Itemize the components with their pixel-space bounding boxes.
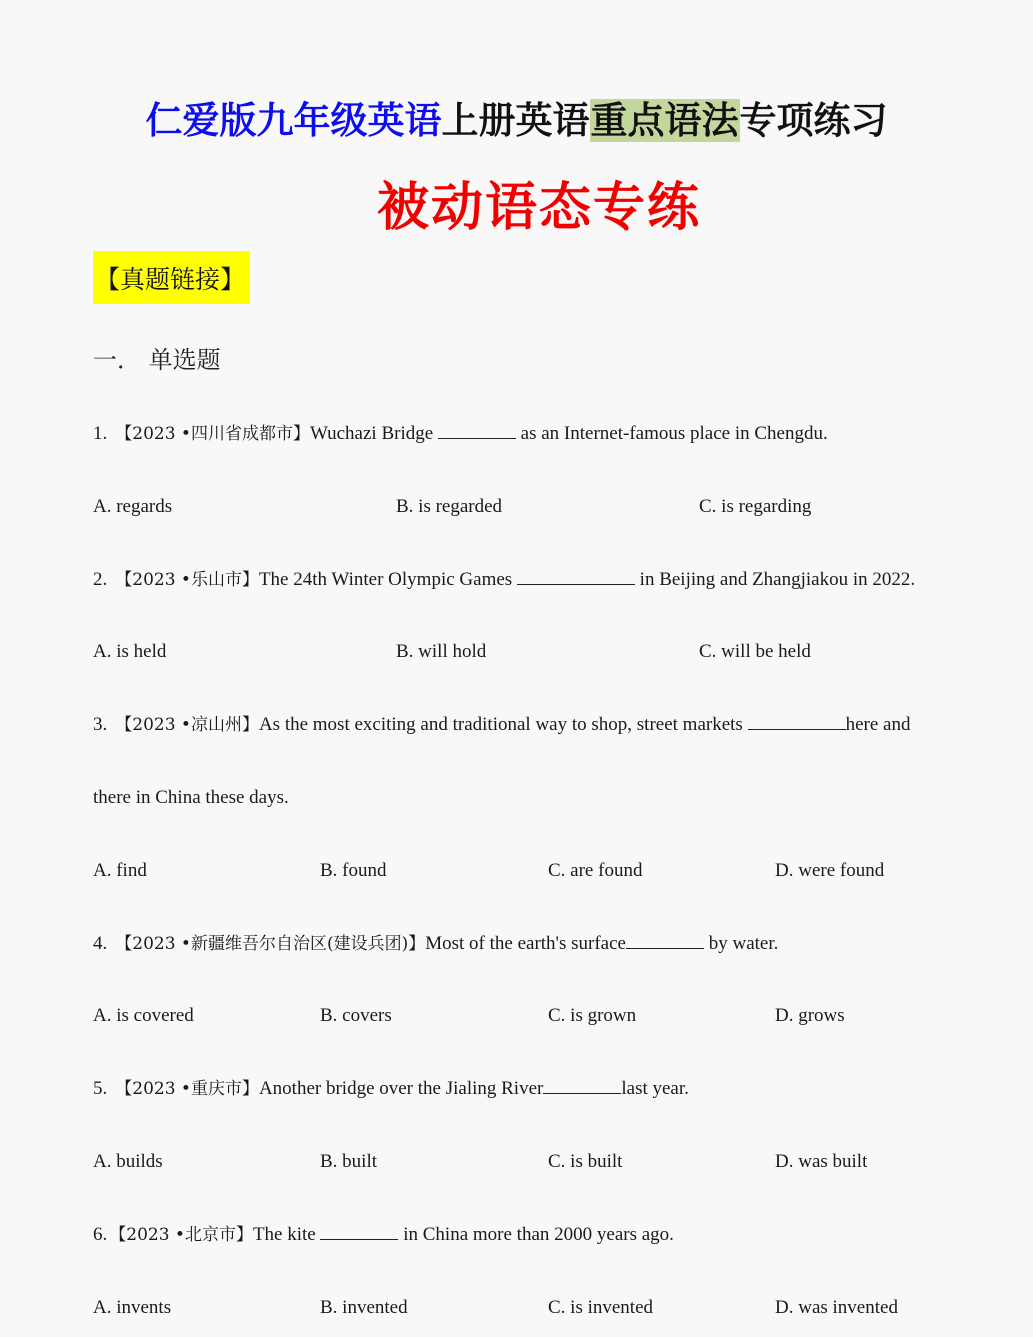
question-source: 【2023 •四川省成都市】 (115, 424, 310, 444)
option-b: B. built (320, 1151, 378, 1172)
question-text-pre: The kite (252, 1224, 321, 1245)
option-d: D. grows (775, 1005, 845, 1026)
option-c: C. are found (548, 860, 643, 881)
question-5 (93, 1074, 689, 1104)
exam-link-tag: 【真题链接】 (93, 251, 250, 304)
question-1 (93, 419, 828, 449)
options-row-1 (93, 492, 953, 522)
answer-blank (748, 711, 846, 730)
option-c: C. is grown (548, 1005, 637, 1026)
answer-blank (626, 930, 704, 949)
answer-blank (438, 420, 516, 439)
question-source: 【2023 •北京市】 (109, 1225, 253, 1245)
question-number: 4. (93, 933, 108, 954)
option-d: D. was built (775, 1151, 868, 1172)
document-subtitle: 被动语态专练 (376, 178, 701, 238)
option-a: A. invents (93, 1297, 172, 1318)
question-2 (93, 565, 915, 595)
options-row-5 (93, 1147, 953, 1177)
option-d: D. was invented (775, 1297, 898, 1318)
option-c: C. is built (548, 1151, 623, 1172)
question-text-pre: Most of the earth's surface (425, 933, 626, 954)
question-text-post: by water. (703, 933, 779, 954)
question-source: 【2023 •重庆市】 (115, 1079, 259, 1099)
answer-blank (543, 1075, 621, 1094)
title-blue-part: 仁爱版九年级英语 (145, 99, 442, 142)
question-source: 【2023 •新疆维吾尔自治区(建设兵团)】 (115, 934, 426, 954)
title-highlight-part: 重点语法 (590, 99, 739, 142)
question-source: 【2023 •凉山州】 (115, 715, 259, 735)
option-b: B. invented (320, 1297, 408, 1318)
question-3 (93, 710, 910, 740)
question-text-pre: Another bridge over the Jialing River (258, 1078, 544, 1099)
question-4 (93, 929, 778, 959)
question-source: 【2023 •乐山市】 (115, 570, 259, 590)
option-a: A. find (93, 860, 147, 881)
question-number: 3. (93, 714, 108, 735)
question-text-post: in Beijing and Zhangjiakou in 2022. (634, 569, 916, 590)
question-text-post: last year. (621, 1078, 689, 1099)
question-3-continuation: there in China these days. (93, 787, 289, 808)
answer-blank (517, 566, 635, 585)
question-text-pre: Wuchazi Bridge (309, 423, 438, 444)
question-text-post: in China more than 2000 years ago. (398, 1224, 674, 1245)
question-text-pre: As the most exciting and traditional way to shop, street markets (258, 714, 748, 735)
options-row-2 (93, 637, 953, 667)
option-a: A. is held (93, 641, 167, 662)
option-d: D. were found (775, 860, 885, 881)
answer-blank (320, 1221, 398, 1240)
option-a: A. is covered (93, 1005, 194, 1026)
question-number: 2. (93, 569, 108, 590)
options-row-4 (93, 1001, 953, 1031)
section-heading: 一． 单选题 (93, 346, 221, 374)
question-text-post: here and (845, 714, 911, 735)
option-c: C. is regarding (699, 496, 812, 517)
option-b: B. will hold (396, 641, 487, 662)
document-title (0, 92, 1033, 150)
options-row-6 (93, 1293, 953, 1323)
option-c: C. is invented (548, 1297, 654, 1318)
option-b: B. is regarded (396, 496, 503, 517)
question-number: 1. (93, 423, 108, 444)
question-text-pre: The 24th Winter Olympic Games (258, 569, 517, 590)
question-number: 5. (93, 1078, 108, 1099)
option-a: A. regards (93, 496, 173, 517)
option-b: B. covers (320, 1005, 392, 1026)
question-6 (93, 1220, 674, 1250)
question-text-post: as an Internet-famous place in Chengdu. (515, 423, 828, 444)
option-a: A. builds (93, 1151, 163, 1172)
question-number: 6. (93, 1224, 108, 1245)
option-b: B. found (320, 860, 387, 881)
option-c: C. will be held (699, 641, 811, 662)
title-black-part-2: 专项练习 (739, 99, 888, 142)
title-black-part-1: 上册英语 (441, 99, 590, 142)
options-row-3 (93, 856, 953, 886)
